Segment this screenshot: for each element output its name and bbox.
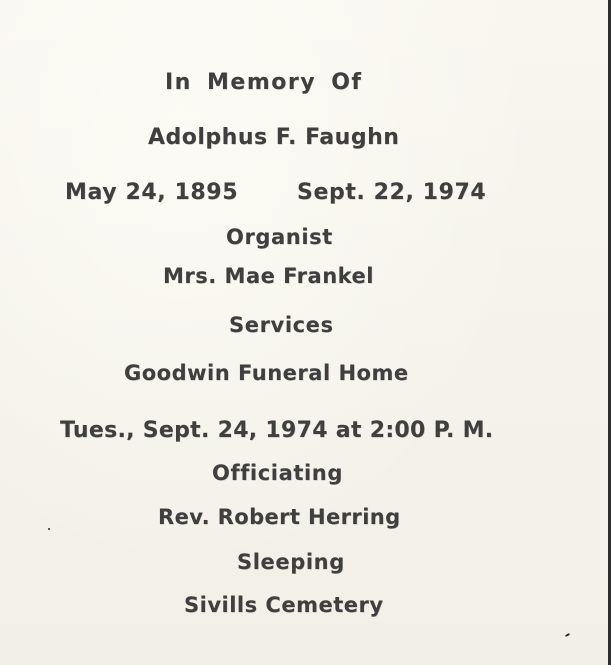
organist-label: Organist [226, 225, 333, 249]
officiating-label: Officiating [212, 461, 343, 485]
officiant-name: Rev. Robert Herring [158, 505, 401, 529]
ink-speck [565, 633, 570, 637]
memorial-heading: In Memory Of [165, 70, 363, 95]
services-label: Services [229, 313, 334, 337]
birth-date: May 24, 1895 [65, 180, 239, 205]
sleeping-label: Sleeping [237, 550, 345, 574]
cemetery-name: Sivills Cemetery [184, 593, 384, 617]
ink-speck [48, 528, 50, 530]
deceased-name: Adolphus F. Faughn [148, 125, 400, 150]
death-date: Sept. 22, 1974 [297, 180, 487, 205]
services-datetime: Tues., Sept. 24, 1974 at 2:00 P. M. [60, 418, 494, 443]
services-location: Goodwin Funeral Home [124, 361, 409, 385]
organist-name: Mrs. Mae Frankel [163, 264, 374, 288]
